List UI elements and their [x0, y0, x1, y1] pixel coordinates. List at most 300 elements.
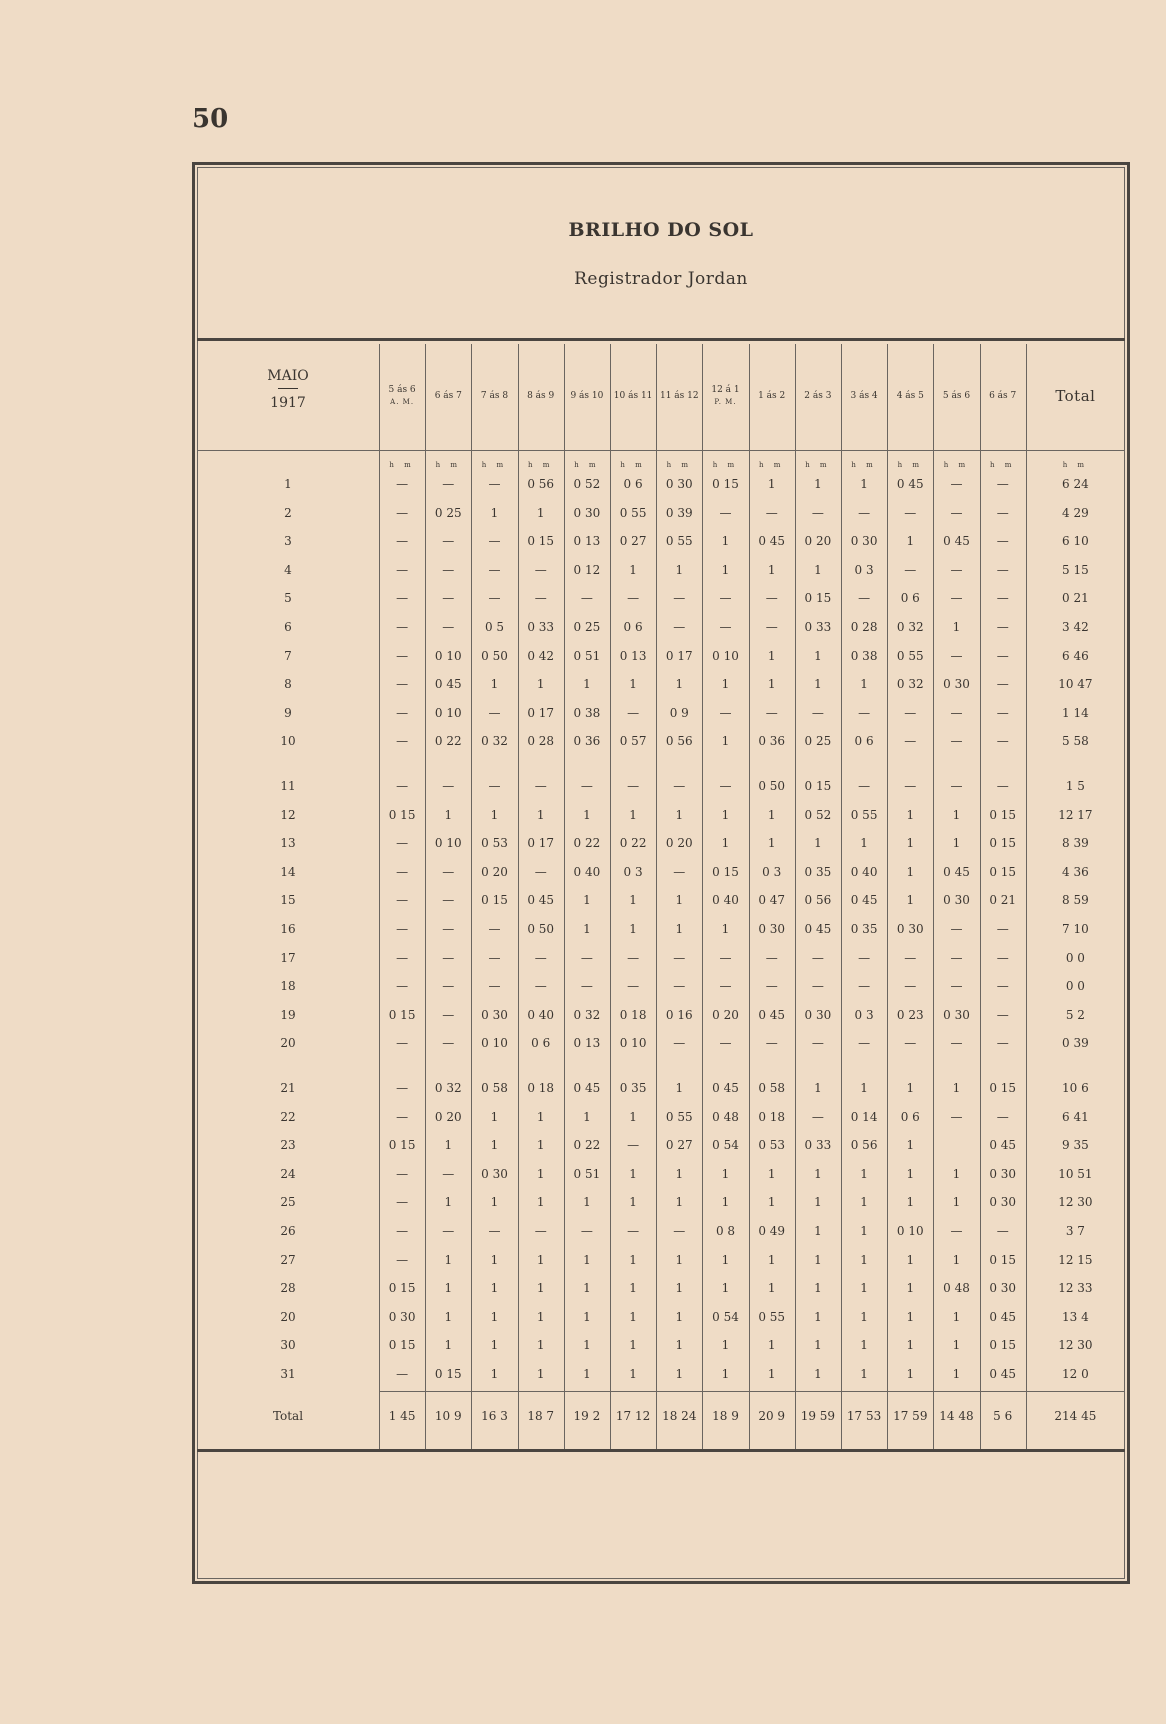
hour-value: 1 — [629, 922, 637, 936]
day-number: 8 — [284, 677, 292, 692]
hour-value: — — [811, 505, 824, 520]
hour-value: — — [811, 1109, 824, 1124]
hour-value: — — [904, 1036, 917, 1051]
hour-value: 1 — [860, 1195, 868, 1210]
hour-column-header — [702, 344, 748, 448]
hour-value: — — [765, 620, 778, 634]
row-total: 3 42 — [1062, 620, 1089, 634]
hour-value: 0 32 — [434, 1081, 462, 1095]
hour-value: 0 17 — [527, 705, 555, 720]
hour-value: 1 — [952, 1081, 961, 1095]
hour-value: 0 16 — [665, 1007, 693, 1022]
row-total: 4 36 — [1062, 864, 1089, 879]
hour-value: 1 — [721, 734, 730, 749]
hour-value: — — [719, 620, 732, 634]
hour-value: 0 30 — [989, 1195, 1017, 1210]
hour-value: 0 18 — [527, 1081, 555, 1095]
hour-value: 0 30 — [481, 1166, 508, 1181]
hour-value: 0 58 — [481, 1081, 508, 1095]
hour-value: 1 — [860, 836, 868, 851]
hour-value: 0 56 — [665, 734, 693, 749]
hour-value: 1 — [675, 1367, 684, 1381]
hour-value: — — [811, 979, 824, 994]
hour-value: 1 — [444, 1338, 453, 1353]
hour-value: 0 55 — [850, 807, 878, 822]
hour-value: 0 33 — [804, 620, 832, 634]
hour-value: — — [996, 1224, 1009, 1238]
hour-value: 0 22 — [573, 1138, 601, 1153]
hour-value: 0 30 — [388, 1309, 416, 1324]
hour-value: 1 — [721, 922, 730, 936]
hour-value: 0 10 — [434, 705, 462, 720]
hour-value: — — [904, 705, 917, 720]
hour-value: 1 — [444, 1252, 453, 1267]
row-total: 0 39 — [1062, 1036, 1089, 1051]
hour-value: 0 6 — [531, 1036, 551, 1051]
hour-value: 0 27 — [619, 534, 647, 549]
table-row — [197, 1033, 1125, 1053]
totals-row — [197, 1406, 1125, 1426]
table-row — [197, 862, 1125, 882]
hour-value: 0 15 — [989, 807, 1017, 822]
hour-value: 0 45 — [527, 893, 555, 908]
hour-value: — — [950, 734, 963, 749]
hour-value: — — [442, 1166, 455, 1181]
hour-value: 0 12 — [573, 562, 601, 577]
row-total: 12 30 — [1058, 1338, 1093, 1353]
table-row — [197, 833, 1125, 853]
hour-value: 0 18 — [758, 1109, 786, 1124]
hour-value: 0 10 — [712, 648, 739, 663]
hour-value: — — [719, 1036, 732, 1051]
day-number: 5 — [284, 591, 292, 606]
column-total: 20 9 — [758, 1409, 786, 1423]
row-total: 1 14 — [1062, 705, 1089, 720]
hour-value: 1 — [629, 677, 637, 692]
hour-value: 1 — [906, 836, 915, 851]
hour-value: 0 13 — [573, 534, 601, 549]
hour-value: 1 — [721, 562, 730, 577]
total-column-header: Total — [1055, 387, 1096, 405]
hour-column-header — [980, 344, 1026, 448]
day-number: 26 — [280, 1224, 296, 1238]
hour-value: 1 — [952, 807, 961, 822]
hour-value: — — [534, 979, 547, 994]
row-total: 0 21 — [1062, 591, 1089, 606]
day-number: 21 — [280, 1081, 296, 1095]
hour-value: — — [858, 505, 871, 520]
totals-label: Total — [272, 1409, 304, 1423]
hour-value: — — [396, 620, 409, 634]
hour-value: — — [534, 591, 547, 606]
hour-value: 0 6 — [854, 734, 874, 749]
hour-value: 1 — [583, 1195, 591, 1210]
day-number: 25 — [280, 1195, 296, 1210]
hour-value: 0 15 — [712, 864, 739, 879]
hour-value: 0 15 — [388, 1007, 416, 1022]
hour-value: — — [627, 1138, 640, 1153]
hour-value: 0 15 — [388, 1281, 416, 1296]
hour-value: — — [627, 1224, 640, 1238]
hour-value: 0 15 — [388, 1338, 416, 1353]
hour-value: — — [673, 864, 686, 879]
hour-value: 1 — [536, 1367, 545, 1381]
hour-value: 0 3 — [854, 562, 874, 577]
hour-value: 0 55 — [665, 1109, 693, 1124]
row-total: 6 41 — [1062, 1109, 1089, 1124]
hour-value: — — [996, 950, 1009, 965]
hour-value: 1 — [536, 505, 545, 520]
hour-value: 1 — [952, 620, 961, 634]
hour-value: 0 40 — [712, 893, 739, 908]
hour-value: — — [488, 1224, 501, 1238]
hour-value: 0 22 — [434, 734, 462, 749]
day-number: 30 — [280, 1338, 296, 1353]
day-number: 23 — [280, 1138, 296, 1153]
hour-column-label: 3 ás 4 — [850, 391, 878, 401]
hour-value: 1 — [814, 1281, 822, 1296]
hour-value: — — [673, 1224, 686, 1238]
hour-value: 0 17 — [527, 836, 555, 851]
hour-value: 1 — [675, 893, 684, 908]
hour-value: — — [765, 950, 778, 965]
hour-value: 1 — [860, 1367, 868, 1381]
hour-value: 1 — [490, 677, 499, 692]
hour-value: — — [442, 779, 455, 793]
hour-value: — — [950, 648, 963, 663]
table-row — [197, 703, 1125, 723]
hour-value: 0 15 — [712, 477, 739, 491]
hour-value: 1 — [444, 1281, 453, 1296]
hour-value: 1 — [490, 1338, 499, 1353]
hour-value: — — [396, 705, 409, 720]
hour-value: — — [488, 562, 501, 577]
day-number: 9 — [284, 705, 292, 720]
hour-column-label: 9 ás 10 — [570, 391, 604, 401]
hour-column-label: 5 ás 6 — [388, 385, 416, 395]
day-number: 6 — [284, 620, 292, 634]
hour-value: — — [996, 922, 1009, 936]
hour-value: — — [488, 705, 501, 720]
hour-value: — — [534, 779, 547, 793]
hour-value: 0 33 — [804, 1138, 832, 1153]
unit-label: h m — [435, 461, 461, 469]
hour-value: 0 53 — [481, 836, 508, 851]
hour-value: — — [396, 648, 409, 663]
hour-value: — — [719, 950, 732, 965]
hour-value: 1 — [583, 1309, 591, 1324]
table-row — [197, 776, 1125, 796]
hour-value: 1 — [721, 1195, 730, 1210]
row-total: 12 30 — [1058, 1195, 1093, 1210]
hour-column-header — [795, 344, 841, 448]
day-number: 13 — [280, 836, 296, 851]
hour-value: 1 — [952, 836, 961, 851]
year-label: 1917 — [270, 395, 306, 411]
hour-value: 1 — [814, 477, 822, 491]
hour-value: — — [811, 950, 824, 965]
table-row — [197, 474, 1125, 494]
column-total: 17 12 — [615, 1409, 651, 1423]
hour-value: — — [580, 950, 593, 965]
column-total: 1 45 — [388, 1409, 416, 1423]
hour-value: 0 30 — [989, 1166, 1017, 1181]
hour-column-period: A. M. — [390, 398, 415, 406]
table-row — [197, 1005, 1125, 1025]
unit-label: h m — [481, 461, 508, 469]
hour-value: 1 — [860, 1338, 868, 1353]
hour-value: 1 — [629, 1367, 637, 1381]
hour-value: — — [858, 950, 871, 965]
hour-value: 1 — [906, 1338, 915, 1353]
table-row — [197, 976, 1125, 996]
row-total: 12 17 — [1058, 807, 1093, 822]
hour-value: — — [396, 864, 409, 879]
hour-value: — — [996, 591, 1009, 606]
day-number: 27 — [280, 1252, 296, 1267]
hour-value: 1 — [860, 1309, 868, 1324]
hour-value: 0 56 — [804, 893, 832, 908]
unit-label: h m — [712, 461, 739, 469]
hour-column-label: 6 ás 7 — [434, 391, 462, 401]
hour-value: 1 — [860, 1081, 868, 1095]
hour-value: 0 15 — [481, 893, 508, 908]
hour-value: — — [396, 505, 409, 520]
hour-value: 0 22 — [573, 836, 601, 851]
hour-value: — — [442, 1007, 455, 1022]
hour-value: 0 30 — [943, 677, 970, 692]
hour-value: — — [488, 591, 501, 606]
hour-value: 1 — [952, 1367, 961, 1381]
hour-value: — — [396, 1036, 409, 1051]
hour-value: — — [996, 1007, 1009, 1022]
hour-value: 0 35 — [850, 922, 878, 936]
hour-value: 1 — [721, 534, 730, 549]
row-total: 6 10 — [1062, 534, 1089, 549]
hour-value: — — [858, 1036, 871, 1051]
hour-value: 1 — [814, 1224, 822, 1238]
hour-value: 0 6 — [623, 477, 643, 491]
table-row — [197, 674, 1125, 694]
hour-value: 0 15 — [989, 1338, 1017, 1353]
hour-value: 0 45 — [943, 534, 970, 549]
hour-value: 0 51 — [573, 1166, 601, 1181]
hour-value: 0 30 — [943, 893, 970, 908]
day-number: 18 — [280, 979, 296, 994]
hour-value: 1 — [906, 1309, 915, 1324]
hour-value: 1 — [583, 1338, 591, 1353]
day-number: 2 — [284, 505, 292, 520]
row-total: 6 24 — [1062, 477, 1089, 491]
hour-value: — — [396, 1224, 409, 1238]
hour-value: 0 36 — [758, 734, 786, 749]
hour-value: 1 — [536, 1309, 545, 1324]
hour-value: 0 15 — [527, 534, 555, 549]
hour-value: — — [719, 591, 732, 606]
row-total: 12 0 — [1062, 1367, 1089, 1381]
hour-value: — — [996, 779, 1009, 793]
hour-value: — — [442, 950, 455, 965]
hour-value: 1 — [583, 677, 591, 692]
hour-value: 1 — [767, 1367, 776, 1381]
hour-column-header — [425, 344, 471, 448]
header-rule — [197, 450, 1125, 451]
hour-value: 0 20 — [804, 534, 832, 549]
hour-value: 1 — [490, 807, 499, 822]
table-row — [197, 588, 1125, 608]
hour-value: 1 — [444, 807, 453, 822]
hour-value: — — [627, 979, 640, 994]
hour-value: 1 — [860, 1281, 868, 1296]
hour-value: — — [534, 1224, 547, 1238]
hour-value: 1 — [490, 1138, 499, 1153]
hour-value: 1 — [906, 1138, 915, 1153]
hour-column-header — [518, 344, 564, 448]
hour-value: 1 — [675, 1252, 684, 1267]
page-title: BRILHO DO SOL — [568, 219, 754, 241]
hour-value: 0 32 — [573, 1007, 601, 1022]
hour-value: 0 38 — [850, 648, 878, 663]
hour-value: — — [765, 591, 778, 606]
hour-value: 0 56 — [850, 1138, 878, 1153]
hour-column-header — [887, 344, 933, 448]
hour-value: — — [904, 734, 917, 749]
hour-value: — — [580, 1224, 593, 1238]
hour-value: — — [442, 979, 455, 994]
unit-label: h m — [759, 461, 785, 469]
hour-value: 0 17 — [665, 648, 693, 663]
hour-column-label: 8 ás 9 — [527, 391, 555, 401]
hour-value: 1 — [629, 1309, 637, 1324]
hour-value: 1 — [675, 1195, 684, 1210]
hour-value: 0 47 — [758, 893, 786, 908]
hour-value: 0 6 — [900, 591, 920, 606]
hour-value: 1 — [952, 1309, 961, 1324]
hour-value: 1 — [675, 922, 684, 936]
hour-value: 0 30 — [665, 477, 693, 491]
hour-value: 0 10 — [434, 648, 462, 663]
hour-value: — — [996, 1109, 1009, 1124]
hour-value: — — [396, 922, 409, 936]
hour-value: 1 — [767, 477, 776, 491]
hour-value: — — [996, 677, 1009, 692]
hour-value: 0 50 — [527, 922, 555, 936]
hour-value: — — [996, 979, 1009, 994]
hour-value: — — [396, 779, 409, 793]
hour-value: 1 — [629, 1281, 637, 1296]
hour-value: — — [396, 734, 409, 749]
row-total: 12 15 — [1058, 1252, 1093, 1267]
hour-value: — — [996, 505, 1009, 520]
row-total: 9 35 — [1062, 1138, 1089, 1153]
row-total: 5 2 — [1065, 1007, 1085, 1022]
hour-value: 1 — [444, 1195, 453, 1210]
hour-value: 1 — [814, 1367, 822, 1381]
hour-value: — — [396, 477, 409, 491]
hour-value: 0 52 — [573, 477, 601, 491]
row-total: 8 39 — [1062, 836, 1089, 851]
table-row — [197, 1221, 1125, 1241]
unit-label: h m — [805, 461, 831, 469]
hour-value: — — [396, 562, 409, 577]
hour-value: — — [996, 477, 1009, 491]
hour-value: 1 — [906, 807, 915, 822]
hour-value: 0 20 — [665, 836, 693, 851]
hour-value: — — [580, 979, 593, 994]
hour-value: — — [673, 779, 686, 793]
hour-value: — — [904, 505, 917, 520]
day-number: 10 — [280, 734, 296, 749]
hour-value: 0 30 — [481, 1007, 508, 1022]
hour-value: 1 — [814, 1081, 822, 1095]
hour-value: 1 — [536, 1109, 545, 1124]
hour-value: 1 — [721, 1166, 730, 1181]
hour-column-header — [379, 344, 425, 448]
unit-label: h m — [574, 461, 600, 469]
hour-value: 0 10 — [896, 1224, 924, 1238]
hour-value: — — [719, 705, 732, 720]
hour-value: 0 25 — [804, 734, 832, 749]
hour-value: 0 20 — [481, 864, 508, 879]
hour-value: — — [904, 950, 917, 965]
hour-value: — — [396, 1081, 409, 1095]
table-row — [197, 1364, 1125, 1384]
hour-value: 0 36 — [573, 734, 601, 749]
hour-value: — — [442, 1224, 455, 1238]
hour-value: 1 — [721, 836, 730, 851]
hour-value: 0 15 — [434, 1367, 462, 1381]
hour-value: 1 — [952, 1338, 961, 1353]
hour-value: 0 28 — [850, 620, 878, 634]
hour-value: — — [442, 591, 455, 606]
hour-value: — — [396, 893, 409, 908]
hour-value: 0 28 — [527, 734, 555, 749]
hour-value: 1 — [675, 677, 684, 692]
hour-column-header — [656, 344, 702, 448]
table-row — [197, 1307, 1125, 1327]
hour-value: 0 10 — [434, 836, 462, 851]
table-row — [197, 1250, 1125, 1270]
hour-value: 1 — [444, 1309, 453, 1324]
hour-value: 1 — [490, 1367, 499, 1381]
table-row — [197, 805, 1125, 825]
hour-column-header — [841, 344, 887, 448]
hour-value: 0 42 — [527, 648, 555, 663]
table-row — [197, 948, 1125, 968]
hour-value: 0 23 — [896, 1007, 924, 1022]
day-number: 28 — [280, 1281, 296, 1296]
unit-label: h m — [528, 461, 554, 469]
hour-value: 1 — [767, 1166, 776, 1181]
hour-value: — — [673, 591, 686, 606]
hour-value: — — [811, 1036, 824, 1051]
hour-value: 1 — [583, 1281, 591, 1296]
hour-value: 0 30 — [943, 1007, 970, 1022]
hour-value: — — [950, 477, 963, 491]
hour-value — [933, 1135, 979, 1155]
hour-value: — — [442, 562, 455, 577]
hour-value: 1 — [860, 677, 868, 692]
hour-value: — — [765, 979, 778, 994]
hour-column-label: 6 ás 7 — [989, 391, 1017, 401]
hour-value: 0 45 — [434, 677, 462, 692]
row-total: 0 0 — [1065, 950, 1085, 965]
hour-value: 0 25 — [434, 505, 462, 520]
day-number: 20 — [280, 1309, 296, 1324]
hour-value: 0 45 — [989, 1367, 1017, 1381]
table-row — [197, 1107, 1125, 1127]
row-total: 10 51 — [1058, 1166, 1093, 1181]
